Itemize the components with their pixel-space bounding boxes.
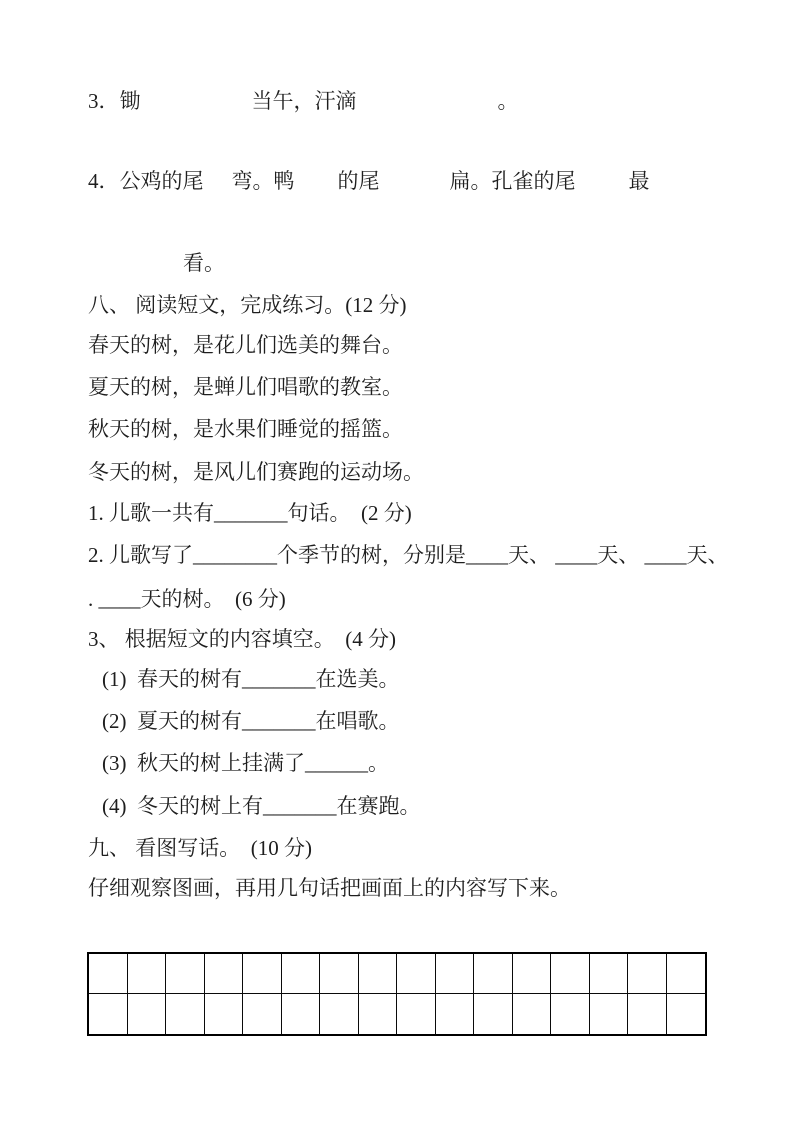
question-3-item-3: (3) 秋天的树上挂满了______。: [102, 751, 389, 775]
grid-cell: [628, 994, 667, 1034]
grid-cell: [320, 994, 359, 1034]
question-1: 1. 儿歌一共有_______句话。 (2 分): [88, 501, 412, 525]
poem-line-spring: 春天的树，是花儿们选美的舞台。: [88, 333, 403, 357]
grid-cell: [320, 954, 359, 994]
fill-item-4-text-a: 4．公鸡的尾: [88, 169, 204, 193]
grid-cell: [397, 954, 436, 994]
grid-cell: [359, 994, 398, 1034]
grid-cell: [436, 954, 475, 994]
poem-line-autumn: 秋天的树，是水果们睡觉的摇篮。: [88, 417, 403, 441]
question-3-item-4: (4) 冬天的树上有_______在赛跑。: [102, 794, 421, 818]
fill-item-3-text-a: 3．锄: [88, 89, 141, 113]
fill-item-4-continuation: 看。: [183, 251, 225, 275]
grid-cell: [590, 994, 629, 1034]
section-9-instruction: 仔细观察图画，再用几句话把画面上的内容写下来。: [88, 876, 571, 900]
grid-cell: [667, 994, 706, 1034]
section-9-heading: 九、 看图写话。 (10 分): [88, 836, 312, 860]
answer-blank-space: [295, 187, 338, 188]
fill-item-4-text-e: 最: [628, 169, 650, 193]
grid-cell: [436, 994, 475, 1034]
poem-line-winter: 冬天的树，是风儿们赛跑的运动场。: [88, 460, 424, 484]
grid-cell: [205, 994, 244, 1034]
grid-cell: [590, 954, 629, 994]
grid-cell: [166, 994, 205, 1034]
writing-grid: [87, 952, 707, 1036]
question-2-line-1: 2. 儿歌写了________个季节的树，分别是____天、 ____天、 ____天、: [88, 543, 729, 567]
question-3-heading: 3、 根据短文的内容填空。 (4 分): [88, 627, 396, 651]
grid-cell: [128, 954, 167, 994]
grid-cell: [397, 994, 436, 1034]
grid-cell: [282, 954, 321, 994]
grid-cell: [513, 954, 552, 994]
grid-cell: [474, 994, 513, 1034]
grid-cell: [667, 954, 706, 994]
grid-cell: [628, 954, 667, 994]
fill-item-3-text-c: 。: [497, 89, 519, 113]
question-2-line-2: . ____天的树。 (6 分): [88, 587, 286, 611]
grid-cell: [243, 994, 282, 1034]
fill-item-4-text-b: 弯。鸭: [231, 169, 295, 193]
answer-blank-space: [357, 107, 498, 108]
grid-cell: [551, 994, 590, 1034]
grid-cell: [551, 954, 590, 994]
fill-item-4-text-c: 的尾: [337, 169, 380, 193]
grid-cell: [89, 954, 128, 994]
answer-blank-space: [204, 187, 232, 188]
grid-cell: [128, 994, 167, 1034]
grid-cell: [282, 994, 321, 1034]
fill-item-4-text-d: 扁。孔雀的尾: [449, 169, 576, 193]
grid-cell: [205, 954, 244, 994]
grid-cell: [474, 954, 513, 994]
question-3-item-1: (1) 春天的树有_______在选美。: [102, 667, 400, 691]
answer-blank-space: [141, 107, 252, 108]
fill-item-4: [88, 166, 650, 196]
poem-line-summer: 夏天的树，是蝉儿们唱歌的教室。: [88, 375, 403, 399]
grid-cell: [243, 954, 282, 994]
fill-item-3: [88, 86, 519, 116]
question-3-item-2: (2) 夏天的树有_______在唱歌。: [102, 709, 400, 733]
grid-cell: [513, 994, 552, 1034]
grid-cell: [166, 954, 205, 994]
grid-cell: [89, 994, 128, 1034]
grid-cell: [359, 954, 398, 994]
fill-item-3-text-b: 当午，汗滴: [251, 89, 357, 113]
answer-blank-space: [576, 187, 629, 188]
answer-blank-space: [380, 187, 450, 188]
section-8-heading: 八、 阅读短文，完成练习。(12 分): [88, 293, 407, 317]
